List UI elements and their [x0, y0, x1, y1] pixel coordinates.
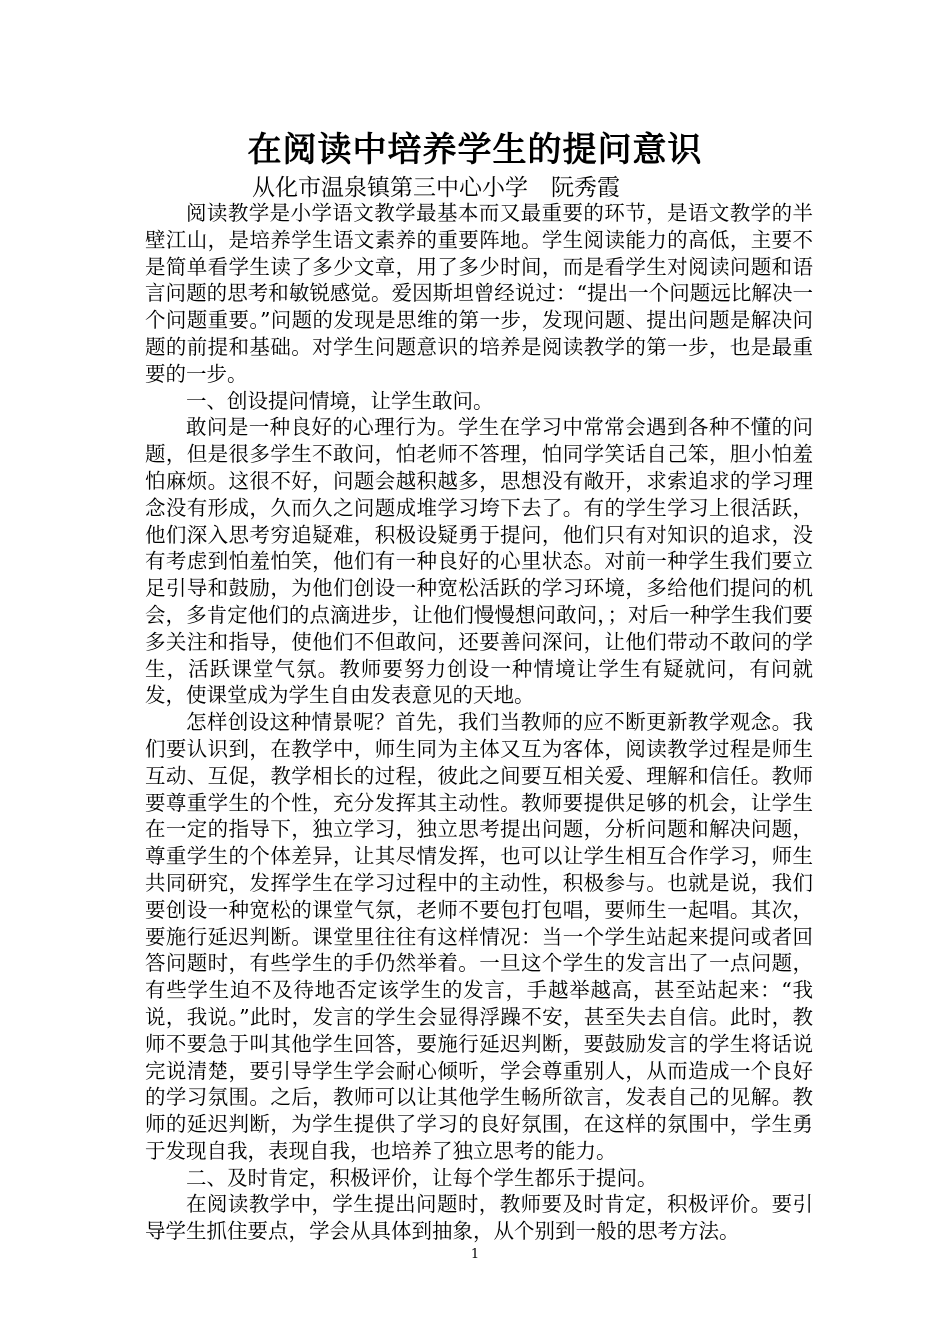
- body-paragraph: 在阅读教学中，学生提出问题时，教师要及时肯定，积极评价。要引导学生抓住要点，学会从具体到抽象，从个别到一般的思考方法。: [145, 1192, 813, 1244]
- document-title: 在阅读中培养学生的提问意识: [247, 130, 703, 170]
- author-line: 从化市温泉镇第三中心小学 阮秀霞: [252, 175, 620, 201]
- document-body: [145, 200, 813, 1245]
- intro-paragraph: 阅读教学是小学语文教学最基本而又最重要的环节，是语文教学的半壁江山，是培养学生语文素养的重要阵地。学生阅读能力的高低，主要不是简单看学生读了多少文章，用了多少时间，而是看学生对阅读问题和语言问题的思考和敏锐感觉。爱因斯坦曾经说过：“提出一个问题远比解决一个问题重要。”问题的发现是思维的第一步，发现问题、提出问题是解决问题的前提和基础。对学生问题意识的培养是阅读教学的第一步，也是最重要的一步。: [145, 201, 813, 386]
- section-heading-1: 一、创设提问情境，让学生敢问。: [186, 388, 494, 413]
- body-paragraph: 敢问是一种良好的心理行为。学生在学习中常常会遇到各种不懂的问题，但是很多学生不敢问，怕老师不答理，怕同学笑话自己笨，胆小怕羞怕麻烦。这很不好，问题会越积越多，思想没有敞开，求索追求的学习理念没有形成，久而久之问题成堆学习垮下去了。有的学生学习上很活跃，他们深入思考穷追疑难，积极设疑勇于提问，他们只有对知识的追求，没有考虑到怕羞怕笑，他们有一种良好的心里状态。对前一种学生我们要立足引导和鼓励，为他们创设一种宽松活跃的学习环境，多给他们提问的机会，多肯定他们的点滴进步，让他们慢慢想问敢问，；对后一种学生我们要多关注和指导，使他们不但敢问，还要善问深问，让他们带动不敢问的学生，活跃课堂气氛。教师要努力创设一种情境让学生有疑就问，有问就发，使课堂成为学生自由发表意见的天地。: [145, 415, 813, 708]
- page-number: 1: [470, 1247, 480, 1262]
- body-paragraph: 怎样创设这种情景呢？首先，我们当教师的应不断更新教学观念。我们要认识到，在教学中，师生同为主体又互为客体，阅读教学过程是师生互动、互促，教学相长的过程，彼此之间要互相关爱、理解和信任。教师要尊重学生的个性，充分发挥其主动性。教师要提供足够的机会，让学生在一定的指导下，独立学习，独立思考提出问题，分析问题和解决问题，尊重学生的个体差异，让其尽情发挥，也可以让学生相互合作学习，师生共同研究，发挥学生在学习过程中的主动性，积极参与。也就是说，我们要创设一种宽松的课堂气氛，老师不要包打包唱，要师生一起唱。其次，要施行延迟判断。课堂里往往有这样情况：当一个学生站起来提问或者回答问题时，有些学生的手仍然举着。一旦这个学生的发言出了一点问题，有些学生迫不及待地否定该学生的发言，手越举越高，甚至站起来：“我说，我说。”此时，发言的学生会显得浮躁不安，甚至失去自信。此时，教师不要急于叫其他学生回答，要施行延迟判断，要鼓励发言的学生将话说完说清楚，要引导学生学会耐心倾听，学会尊重别人，从而造成一个良好的学习氛围。之后，教师可以让其他学生畅所欲言，发表自己的见解。教师的延迟判断，为学生提供了学习的良好氛围，在这样的氛围中，学生勇于发现自我，表现自我，也培养了独立思考的能力。: [145, 710, 813, 1163]
- section-heading-2: 二、及时肯定，积极评价，让每个学生都乐于提问。: [186, 1165, 658, 1190]
